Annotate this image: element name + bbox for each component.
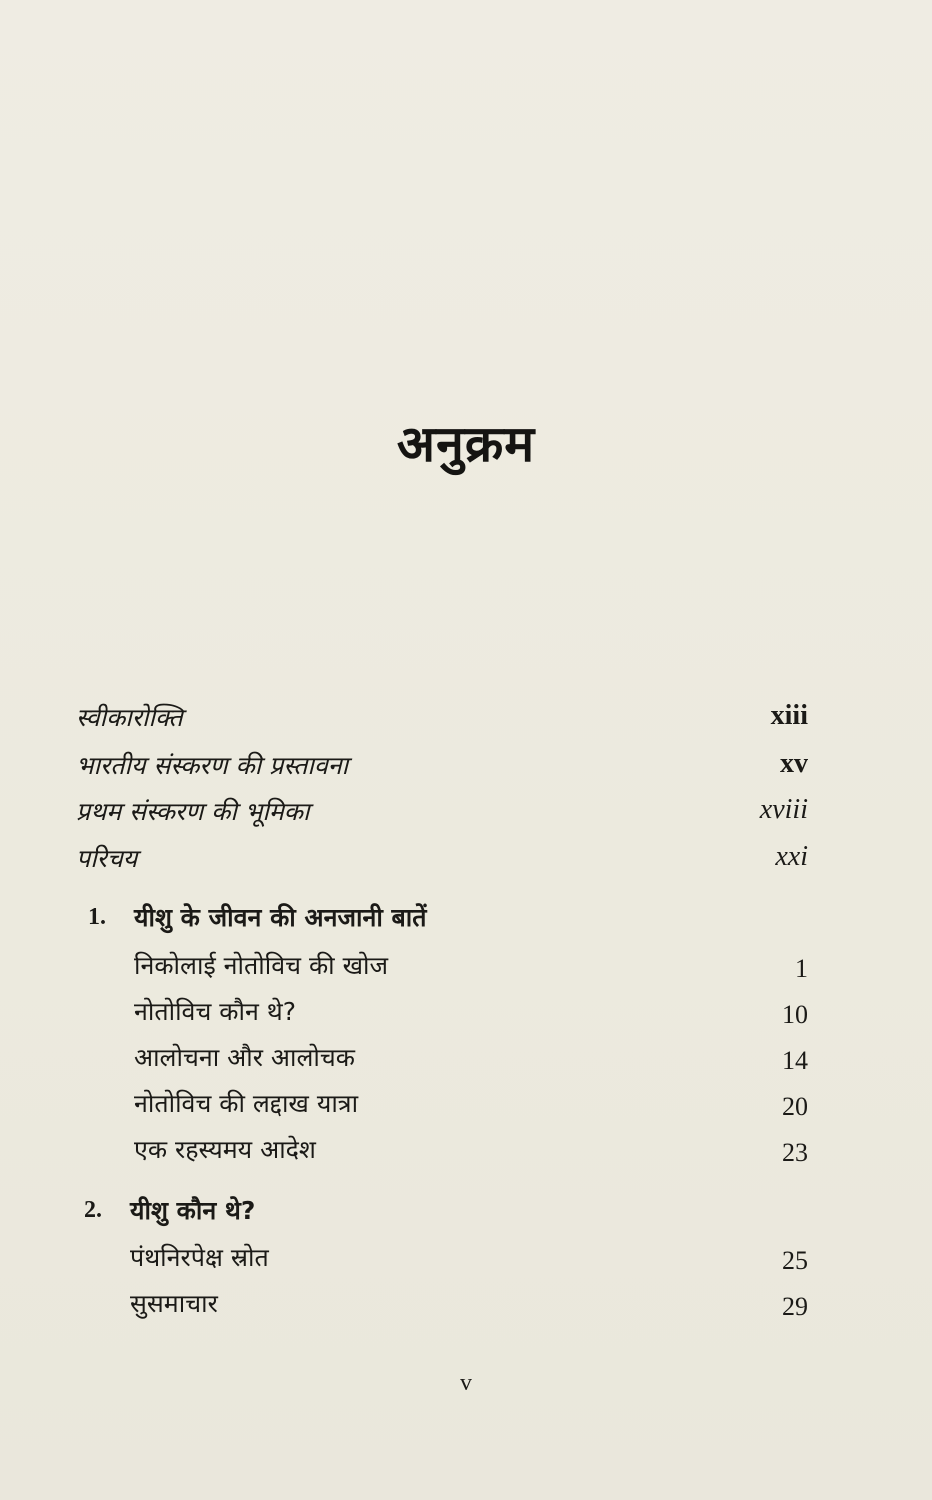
toc-entry (76, 794, 808, 834)
toc-entry-label: प्रथम संस्करण की भूमिका (76, 797, 310, 826)
page-number: v (460, 1370, 472, 1396)
toc-entry-page: xxi (775, 841, 808, 872)
toc-entry-label: परिचय (76, 844, 138, 873)
toc-entry (130, 1240, 808, 1280)
toc-entry-page: 1 (795, 954, 808, 983)
toc-entry-label: आलोचना और आलोचक (134, 1043, 355, 1072)
toc-entry-label: सुसमाचार (130, 1289, 218, 1318)
toc-entry-page: 10 (782, 1000, 808, 1029)
toc-entry-label: पंथनिरपेक्ष स्रोत (130, 1243, 269, 1272)
toc-entry-page: 23 (782, 1138, 808, 1167)
toc-entry-page: 20 (782, 1092, 808, 1121)
chapter-title: यीशु कौन थे? (130, 1196, 256, 1225)
toc-entry-label: भारतीय संस्करण की प्रस्तावना (76, 751, 349, 780)
toc-entry (76, 700, 808, 740)
toc-entry-label: स्वीकारोक्ति (76, 703, 183, 732)
toc-entry (76, 748, 808, 788)
chapter-number: 2. (84, 1197, 102, 1223)
toc-entry-page: 29 (782, 1292, 808, 1321)
toc-entry-label: एक रहस्यमय आदेश (134, 1135, 316, 1164)
toc-entry (134, 1086, 808, 1126)
toc-entry-page: 25 (782, 1246, 808, 1275)
toc-entry-label: नोतोविच की लद्दाख यात्रा (134, 1089, 359, 1118)
toc-entry-label: निकोलाई नोतोविच की खोज (134, 951, 389, 980)
toc-entry (134, 948, 808, 988)
toc-entry (76, 841, 808, 881)
toc-entry-page: 14 (782, 1046, 808, 1075)
toc-entry (134, 1132, 808, 1172)
toc-entry (134, 1040, 808, 1080)
chapter-title: यीशु के जीवन की अनजानी बातें (134, 903, 427, 932)
toc-entry-page: xviii (759, 794, 808, 825)
toc-entry-page: xiii (770, 700, 808, 731)
toc-entry-label: नोतोविच कौन थे? (134, 997, 297, 1026)
page-title: अनुक्रम (396, 415, 536, 473)
toc-entry (130, 1286, 808, 1326)
toc-entry (134, 994, 808, 1034)
chapter-number: 1. (88, 904, 106, 930)
toc-entry-page: xv (780, 748, 808, 779)
